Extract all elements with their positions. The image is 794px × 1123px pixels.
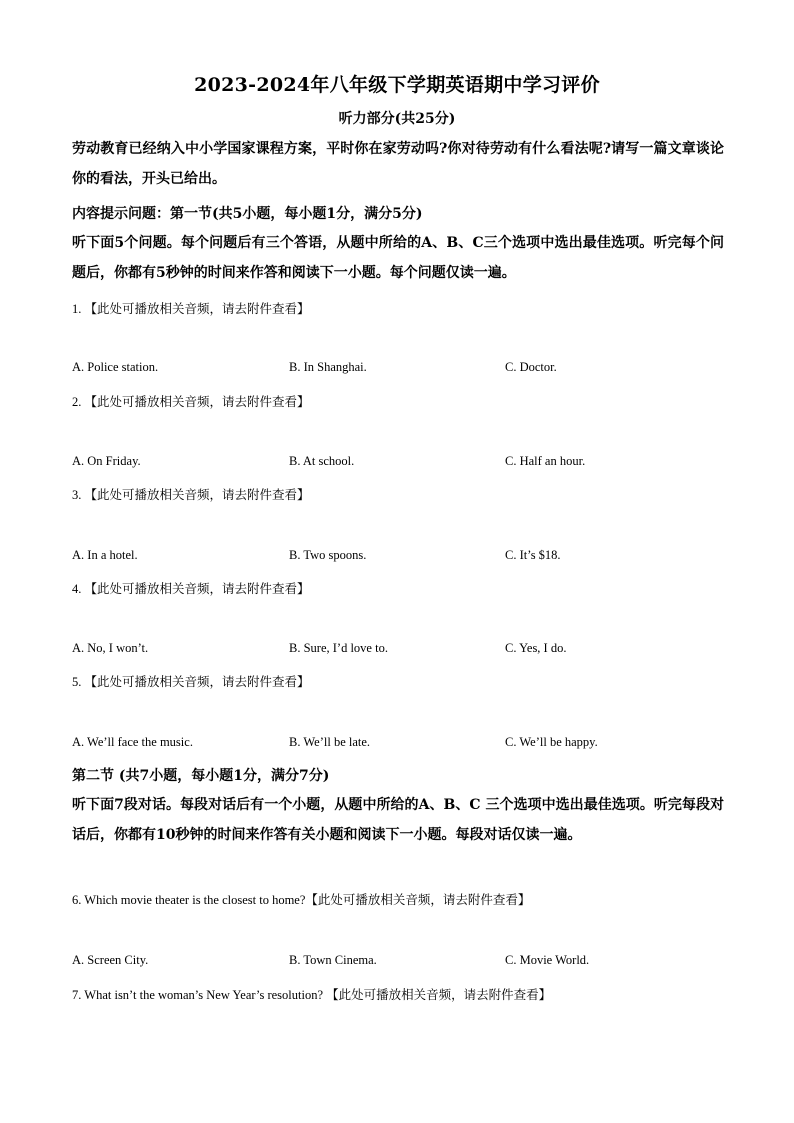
section1-heading: 内容提示问题：第一节(共5小题，每小题1分，满分5分)	[72, 206, 423, 222]
question-1-option-b: B. In Shanghai.	[289, 360, 367, 374]
question-7-stem: 7. What isn’t the woman’s New Year’s resolution? 【此处可播放相关音频，请去附件查看】	[72, 988, 552, 1002]
question-2-option-b: B. At school.	[289, 454, 355, 468]
question-4-stem: 4. 【此处可播放相关音频，请去附件查看】	[72, 582, 310, 596]
question-5-option-b: B. We’ll be late.	[289, 735, 371, 749]
page-title: 2023-2024年八年级下学期英语期中学习评价	[194, 74, 600, 96]
section1-instructions: 听下面5个问题。每个问题后有三个答语，从题中所给的A、B、C三个选项中选出最佳选项。听完每个问题后，你都有5秒钟的时间来作答和阅读下一小题。每个问题仅读一遍。	[72, 235, 724, 281]
question-3-option-a: A. In a hotel.	[72, 548, 138, 562]
question-4-option-b: B. Sure, I’d love to.	[289, 641, 388, 655]
question-1-option-c: C. Doctor.	[505, 360, 557, 374]
question-1-stem: 1. 【此处可播放相关音频，请去附件查看】	[72, 302, 310, 316]
question-6-stem: 6. Which movie theater is the closest to home?【此处可播放相关音频，请去附件查看】	[72, 893, 531, 907]
intro-paragraph: 劳动教育已经纳入中小学国家课程方案，平时你在家劳动吗?你对待劳动有什么看法呢?请写一篇文章谈论你的看法，开头已给出。	[72, 141, 724, 187]
page-subtitle: 听力部分(共25分)	[338, 111, 456, 127]
question-2-option-c: C. Half an hour.	[505, 454, 586, 468]
question-2-stem: 2. 【此处可播放相关音频，请去附件查看】	[72, 395, 310, 409]
question-2-option-a: A. On Friday.	[72, 454, 141, 468]
question-5-stem: 5. 【此处可播放相关音频，请去附件查看】	[72, 675, 310, 689]
question-3-stem: 3. 【此处可播放相关音频，请去附件查看】	[72, 488, 310, 502]
question-3-option-b: B. Two spoons.	[289, 548, 367, 562]
section2-instructions: 听下面7段对话。每段对话后有一个小题，从题中所给的A、B、C 三个选项中选出最佳选项。听完每段对话后，你都有10秒钟的时间来作答有关小题和阅读下一小题。每段对话仅读一遍。	[72, 797, 724, 843]
question-6-option-b: B. Town Cinema.	[289, 953, 377, 967]
section2-heading: 第二节 (共7小题，每小题1分，满分7分)	[72, 768, 330, 784]
question-4-option-a: A. No, I won’t.	[72, 641, 149, 655]
question-6-option-a: A. Screen City.	[72, 953, 149, 967]
question-4-option-c: C. Yes, I do.	[505, 641, 567, 655]
question-5-option-c: C. We’ll be happy.	[505, 735, 598, 749]
question-5-option-a: A. We’ll face the music.	[72, 735, 193, 749]
question-3-option-c: C. It’s $18.	[505, 548, 561, 562]
question-1-option-a: A. Police station.	[72, 360, 159, 374]
question-6-option-c: C. Movie World.	[505, 953, 590, 967]
